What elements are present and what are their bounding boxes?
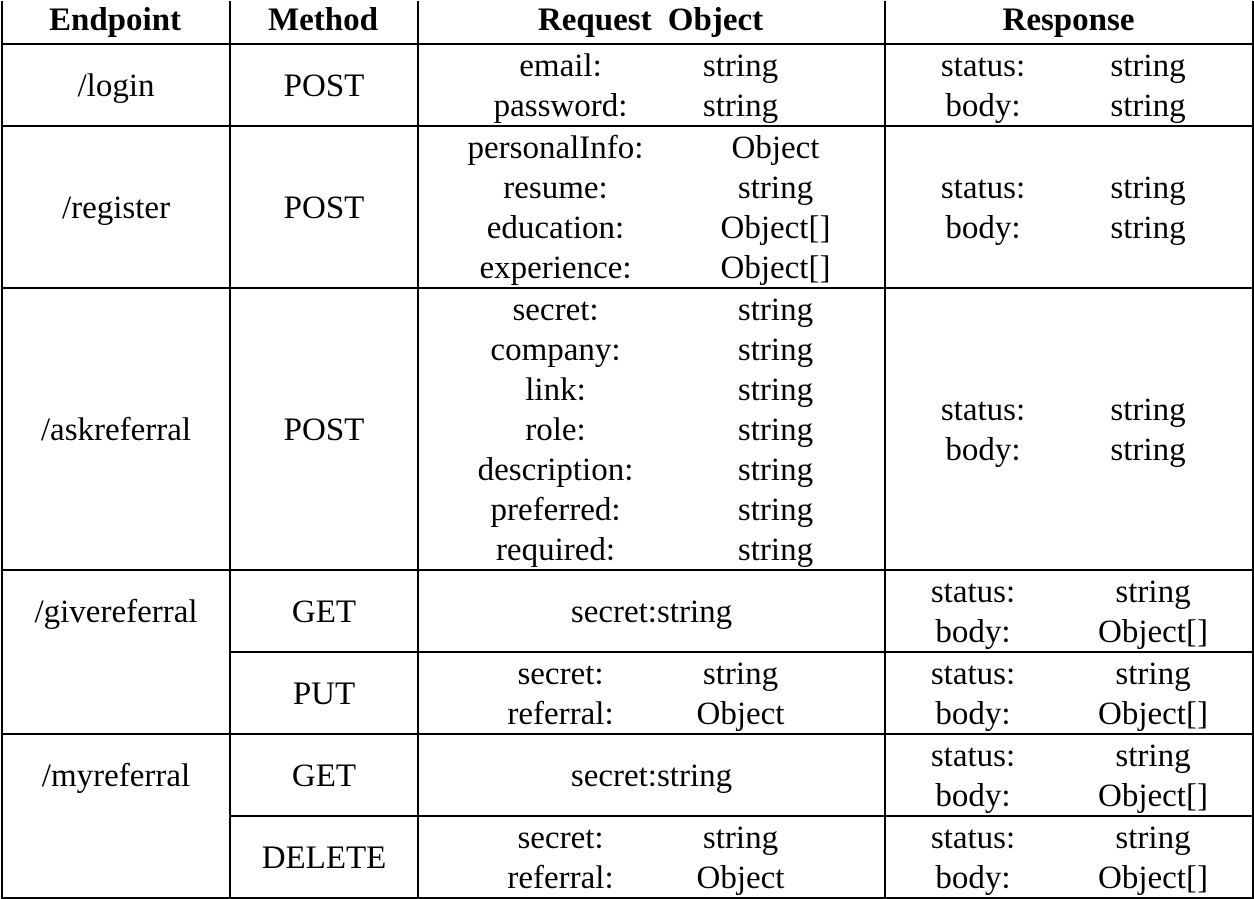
request-field-name: description: xyxy=(477,452,634,488)
response-field-type: string xyxy=(1115,820,1191,856)
response-field-name: status: xyxy=(940,392,1026,428)
header-endpoint: Endpoint xyxy=(48,1,182,38)
response-field-name: body: xyxy=(935,696,1011,732)
endpoint-path: /login xyxy=(77,68,155,104)
request-field-name: experience: xyxy=(479,250,632,286)
request-field-type: Object[] xyxy=(720,210,831,246)
response-field-type: string xyxy=(1115,738,1191,774)
response-field-name: body: xyxy=(935,778,1011,814)
response-field-name: body: xyxy=(945,432,1021,468)
response-field-type: string xyxy=(1110,48,1186,84)
column-border xyxy=(884,1,886,898)
http-method: POST xyxy=(283,412,365,448)
request-field-type: Object[] xyxy=(720,250,831,286)
endpoint-path: /myreferral xyxy=(41,758,191,794)
response-field-name: status: xyxy=(930,820,1016,856)
request-field-type: string xyxy=(737,492,814,528)
request-field-name: resume: xyxy=(503,170,608,206)
request-field-type: Object xyxy=(696,860,785,896)
request-field-name: link: xyxy=(525,372,586,408)
response-field-name: body: xyxy=(935,860,1011,896)
request-field-type: Object xyxy=(696,696,785,732)
response-field-type: Object[] xyxy=(1098,778,1208,814)
response-field-type: string xyxy=(1110,88,1186,124)
request-field-type: string xyxy=(702,48,779,84)
request-field-type: string xyxy=(737,332,814,368)
request-field-type: string xyxy=(737,372,814,408)
http-method: GET xyxy=(291,758,357,794)
response-field-name: body: xyxy=(935,614,1011,650)
http-method: POST xyxy=(283,68,365,104)
request-object-text: secret:string xyxy=(570,594,733,630)
request-field-name: referral: xyxy=(507,696,614,732)
request-field-name: secret: xyxy=(512,292,599,328)
request-field-type: string xyxy=(737,170,814,206)
response-field-type: Object[] xyxy=(1098,696,1208,732)
endpoint-path: /givereferral xyxy=(34,594,198,630)
request-field-name: personalInfo: xyxy=(467,130,644,166)
request-field-type: string xyxy=(737,292,814,328)
response-field-name: status: xyxy=(940,48,1026,84)
request-field-name: required: xyxy=(495,532,616,568)
response-field-name: status: xyxy=(940,170,1026,206)
response-field-type: string xyxy=(1110,392,1186,428)
response-field-name: body: xyxy=(945,88,1021,124)
response-field-type: Object[] xyxy=(1098,860,1208,896)
response-field-type: string xyxy=(1110,432,1186,468)
request-object-text: secret:string xyxy=(570,758,733,794)
response-field-type: string xyxy=(1110,210,1186,246)
request-field-name: preferred: xyxy=(490,492,621,528)
http-method: GET xyxy=(291,594,357,630)
response-field-name: status: xyxy=(930,738,1016,774)
header-request-object: Request Object xyxy=(537,1,764,38)
request-field-type: string xyxy=(702,656,779,692)
request-field-type: string xyxy=(737,412,814,448)
http-method: PUT xyxy=(292,676,356,712)
request-field-name: secret: xyxy=(517,820,604,856)
response-field-type: string xyxy=(1115,574,1191,610)
header-method: Method xyxy=(268,1,378,38)
endpoint-path: /askreferral xyxy=(40,412,192,448)
request-field-type: string xyxy=(702,820,779,856)
response-field-name: status: xyxy=(930,574,1016,610)
response-field-type: string xyxy=(1110,170,1186,206)
request-field-type: string xyxy=(737,532,814,568)
request-field-type: Object xyxy=(731,130,820,166)
request-field-name: referral: xyxy=(507,860,614,896)
response-field-type: Object[] xyxy=(1098,614,1208,650)
request-field-name: role: xyxy=(525,412,586,448)
request-field-name: secret: xyxy=(517,656,604,692)
request-field-name: password: xyxy=(493,88,628,124)
http-method: POST xyxy=(283,190,365,226)
response-field-name: status: xyxy=(930,656,1016,692)
request-field-type: string xyxy=(702,88,779,124)
response-field-name: body: xyxy=(945,210,1021,246)
request-field-type: string xyxy=(737,452,814,488)
http-method: DELETE xyxy=(261,840,387,876)
header-response: Response xyxy=(1002,1,1135,38)
endpoint-path: /register xyxy=(61,190,171,226)
request-field-name: email: xyxy=(519,48,602,84)
response-field-type: string xyxy=(1115,656,1191,692)
request-field-name: company: xyxy=(490,332,621,368)
request-field-name: education: xyxy=(486,210,625,246)
